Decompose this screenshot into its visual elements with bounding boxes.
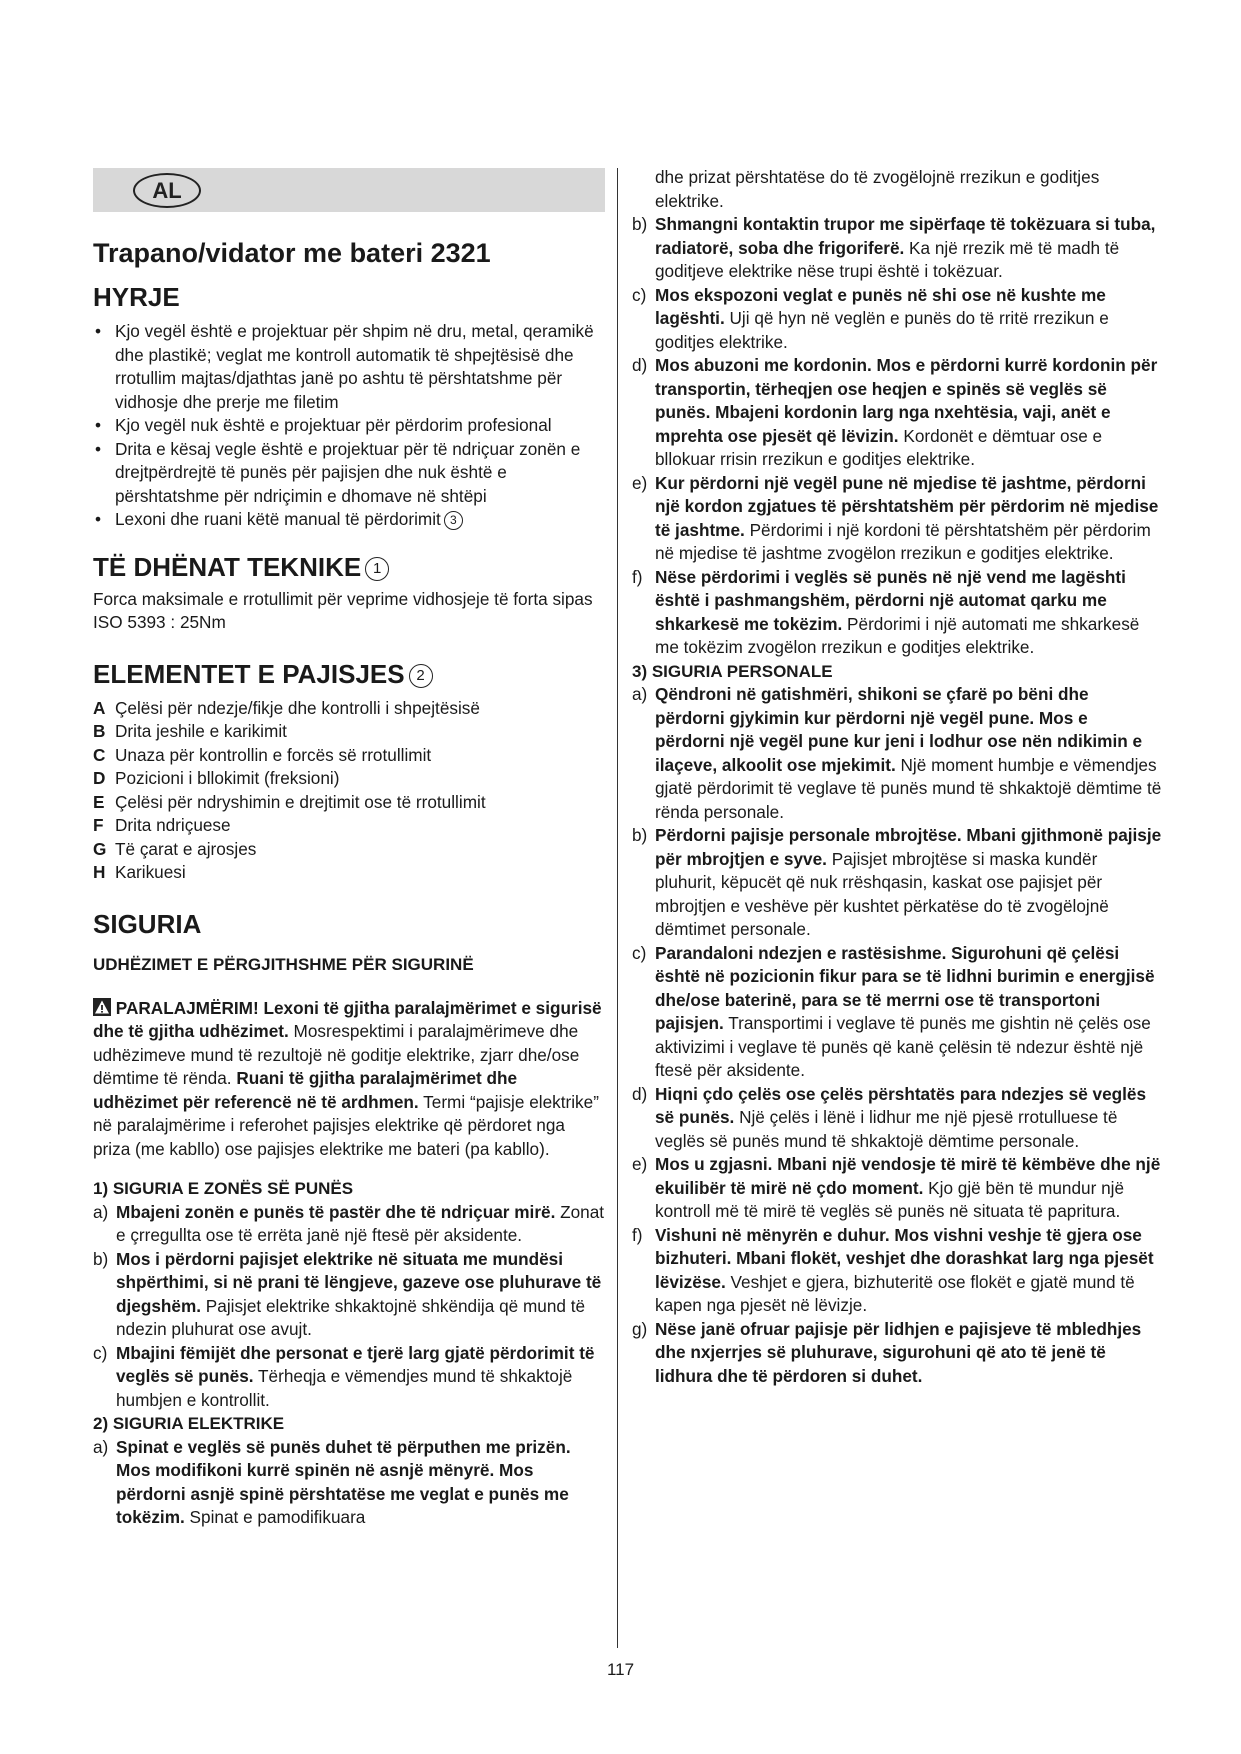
figure-ref-icon: 2 bbox=[409, 664, 433, 688]
item-label: a) bbox=[632, 684, 648, 704]
item-label: d) bbox=[632, 355, 648, 375]
list-item bbox=[93, 1201, 605, 1248]
figure-ref-icon: 1 bbox=[365, 557, 389, 581]
list-item bbox=[632, 472, 1162, 566]
item-bold: Nëse janë ofruar pajisje për lidhjen e pajisjeve të mbledhjes dhe nxjerrjes së pluhurave, sigurohuni që ato të jenë të lidhura dhe të përdoren si duhet. bbox=[655, 1318, 1142, 1386]
item-text bbox=[655, 213, 1162, 284]
item-normal: Kjo gjë bën të mundur një kontroll më të mirë të veglës së punës në situata të papritura. bbox=[655, 1177, 1125, 1221]
electrical-heading: 2) SIGURIA ELEKTRIKE bbox=[93, 1414, 285, 1433]
element-key: C bbox=[93, 744, 106, 765]
list-item: • Drita e kësaj vegle është e projektuar për të ndriçuar zonën e drejtpërdrejtë të punës për pajisjen dhe nuk është e përshtatshme për ndriçimin e dhomave në shtëpi bbox=[93, 438, 605, 509]
figure-ref-icon: 3 bbox=[444, 511, 463, 530]
list-item-text: Lexoni dhe ruani këtë manual të përdorimit bbox=[115, 509, 441, 529]
item-bold: Mos i përdorni pajisjet elektrike në situata me mundësi shpërthimi, si në prani të lëngjeve, gazeve ose pluhurave të djegshëm. bbox=[116, 1248, 602, 1316]
item-normal: Tërheqja e vëmendjes mund të shkaktojë humbjen e kontrollit. bbox=[116, 1366, 573, 1410]
element-text: Çelësi për ndezje/fikje dhe kontrolli i shpejtësisë bbox=[115, 697, 480, 718]
item-text bbox=[655, 1224, 1162, 1318]
item-text bbox=[116, 1201, 605, 1248]
work-area-heading: 1) SIGURIA E ZONËS SË PUNËS bbox=[93, 1179, 354, 1198]
intro-heading: HYRJE bbox=[93, 282, 180, 312]
item-label: c) bbox=[632, 942, 647, 963]
item-text bbox=[655, 566, 1162, 660]
item-label: e) bbox=[632, 472, 648, 493]
item-bold: Përdorni pajisje personale mbrojtëse. Mbani gjithmonë pajisje për mbrojtjen e syve. bbox=[655, 825, 1162, 869]
personal-safety-heading: 3) SIGURIA PERSONALE bbox=[632, 661, 833, 681]
list-item bbox=[93, 861, 605, 885]
element-key: E bbox=[93, 791, 105, 812]
left-column bbox=[93, 168, 605, 1530]
elements-list bbox=[93, 697, 605, 885]
warning-icon bbox=[93, 998, 111, 1016]
element-key: H bbox=[93, 862, 106, 882]
safety-heading: SIGURIA bbox=[93, 908, 202, 939]
list-item bbox=[93, 508, 605, 532]
item-label: g) bbox=[632, 1318, 648, 1339]
page-title: Trapano/vidator me bateri 2321 bbox=[93, 238, 491, 268]
item-label: f) bbox=[632, 1224, 643, 1245]
electrical-list bbox=[632, 213, 1162, 660]
list-item bbox=[93, 814, 605, 838]
elements-heading bbox=[93, 657, 605, 691]
item-bold: Parandaloni ndezjen e rastësishme. Sigurohuni që çelësi është në pozicionin fikur para se të lidhni burimin e energjisë dhe/ose baterinë, para se të merrni ose të transportoni pajisjen. bbox=[655, 942, 1155, 1033]
item-bold: Mos u zgjasni. Mbani një vendosje të mirë të këmbëve dhe një ekuilibër të mirë në çdo moment. bbox=[655, 1154, 1161, 1198]
item-bold: Qëndroni në gatishmëri, shikoni se çfarë po bëni dhe përdorni gjykimin kur përdorni një vegël pune. Mos e përdorni një vegël pune kur jeni i lodhur ose nën ndikimin e ilaçeve, alkoolit ose mjekimit. bbox=[655, 684, 1143, 775]
item-normal: Zonat e çrregullta ose të errëta janë një ftesë për aksidente. bbox=[116, 1201, 605, 1245]
item-bold: Mbajini fëmijët dhe personat e tjerë larg gjatë përdorimit të veglës së punës. bbox=[116, 1342, 595, 1386]
list-item bbox=[93, 767, 605, 791]
list-item bbox=[632, 1153, 1162, 1224]
elements-heading-text: ELEMENTET E PAJISJES bbox=[93, 658, 405, 689]
item-bold: Mos ekspozoni veglat e punës në shi ose në kushte me lagështi. bbox=[655, 284, 1106, 328]
item-text bbox=[116, 1436, 605, 1530]
list-item bbox=[632, 824, 1162, 942]
list-item bbox=[632, 683, 1162, 824]
item-label: d) bbox=[632, 1083, 648, 1104]
warning-bold-1: PARALAJMËRIM! Lexoni të gjitha paralajmërimet e sigurisë dhe të gjitha udhëzimet. bbox=[93, 997, 602, 1041]
item-normal: Spinat e pamodifikuara bbox=[184, 1507, 366, 1527]
item-label: f) bbox=[632, 566, 643, 587]
item-text bbox=[655, 472, 1162, 566]
item-normal: Ka një rrezik më të madh të goditjeve elektrike nëse trupi është i tokëzuar. bbox=[655, 237, 1120, 281]
warning-bold-2: Ruani të gjitha paralajmërimet dhe udhëzimet për referencë në të ardhmen. bbox=[93, 1068, 518, 1112]
list-item bbox=[632, 213, 1162, 284]
work-area-list bbox=[93, 1201, 605, 1413]
item-normal: Pajisjet mbrojtëse si maska kundër pluhurit, këpucët që nuk rrëshqasin, kaskat ose pajisjet për mbrojtjen e veshëve për kushtet përkatëse do të zvogëlojnë dëmtimet personale. bbox=[655, 848, 1109, 939]
element-text: Çelësi për ndryshimin e drejtimit ose të rrotullimit bbox=[115, 791, 486, 812]
language-bar bbox=[93, 168, 605, 212]
list-item bbox=[632, 1224, 1162, 1318]
list-item: • Kjo vegël nuk është e projektuar për përdorim profesional bbox=[93, 414, 605, 438]
list-item bbox=[93, 791, 605, 815]
element-text: Drita jeshile e karikimit bbox=[115, 721, 287, 741]
list-item bbox=[632, 354, 1162, 472]
item-text bbox=[655, 1153, 1162, 1224]
item-text bbox=[655, 683, 1162, 824]
item-normal: Uji që hyn në veglën e punës do të rritë rrezikun e goditjes elektrike. bbox=[655, 308, 1109, 352]
item-label: c) bbox=[632, 284, 647, 305]
item-label: b) bbox=[93, 1248, 109, 1269]
warning-text-2: Termi “pajisje elektrike” në paralajmërime i referohet pajisjes elektrike që përdoret nga priza (me kabllo) ose pajisjes elektrike me bateri (pa kabllo). bbox=[93, 1091, 599, 1159]
item-bold: Mbajeni zonën e punës të pastër dhe të ndriçuar mirë. bbox=[116, 1201, 556, 1222]
item-normal: Përdorimi i një kordoni të përshtatshëm për përdorim në mjedise të jashtme zvogëlon rrezikun e goditjes elektrike. bbox=[655, 519, 1151, 563]
tech-heading bbox=[93, 550, 605, 584]
element-text: Drita ndriçuese bbox=[115, 815, 231, 835]
list-item bbox=[93, 697, 605, 721]
tech-text: Forca maksimale e rrotullimit për veprime vidhosjeje të forta sipas ISO 5393 : 25Nm bbox=[93, 588, 593, 632]
warning-text-1: Mosrespektimi i paralajmërimeve dhe udhëzimeve mund të rezultojë në goditje elektrike, zjarr dhe/ose dëmtime të rënda. bbox=[93, 1021, 580, 1088]
item-normal: Pajisjet elektrike shkaktojnë shkëndija që mund të ndezin pluhurat ose avujt. bbox=[116, 1295, 586, 1339]
item-normal: Veshjet e gjera, bizhuteritë ose flokët e gjatë mund të kapen nga pjesët në lëvizje. bbox=[655, 1271, 1135, 1315]
item-text bbox=[655, 284, 1162, 355]
item-normal: Një çelës i lënë i lidhur me një pjesë rrotulluese të veglës së punës mund të shkaktojë dëmtime personale. bbox=[655, 1107, 1118, 1151]
list-item bbox=[93, 720, 605, 744]
item-bold: Vishuni në mënyrën e duhur. Mos vishni veshje të gjera ose bizhuteri. Mbani flokët, veshjet dhe dorashkat larg nga pjesët lëvizëse. bbox=[655, 1224, 1154, 1292]
element-key: A bbox=[93, 697, 106, 718]
item-text bbox=[655, 824, 1162, 942]
item-bold: Hiqni çdo çelës ose çelës përshtatës para ndezjes së veglës së punës. bbox=[655, 1083, 1147, 1127]
item-label: a) bbox=[93, 1201, 109, 1222]
element-text: Pozicioni i bllokimit (freksioni) bbox=[115, 768, 340, 788]
list-item bbox=[93, 744, 605, 768]
list-item bbox=[93, 838, 605, 862]
list-item bbox=[632, 1318, 1162, 1389]
personal-safety-list bbox=[632, 683, 1162, 1388]
item-label: c) bbox=[93, 1342, 108, 1363]
element-key: B bbox=[93, 721, 106, 741]
list-item bbox=[632, 566, 1162, 660]
list-item bbox=[93, 1248, 605, 1342]
item-bold: Nëse përdorimi i veglës së punës në një vend me lagështi është i pashmangshëm, përdorni një automat qarku me shkarkesë me tokëzim. bbox=[655, 566, 1126, 634]
intro-list bbox=[93, 320, 605, 532]
column-divider bbox=[617, 168, 618, 1648]
general-safety-heading: UDHËZIMET E PËRGJITHSHME PËR SIGURINË bbox=[93, 954, 474, 974]
list-item bbox=[632, 1083, 1162, 1154]
item-text bbox=[655, 1083, 1162, 1154]
warning-paragraph bbox=[93, 997, 605, 1162]
page-number: 117 bbox=[606, 1660, 635, 1679]
item-text bbox=[655, 942, 1162, 1083]
item-normal: Përdorimi i një automati me shkarkesë me tokëzim zvogëlon rrezikun e goditjes elektrike. bbox=[655, 613, 1140, 657]
element-key: F bbox=[93, 815, 104, 835]
item-text bbox=[655, 354, 1162, 472]
list-item: • Kjo vegël është e projektuar për shpim në dru, metal, qeramikë dhe plastikë; veglat me kontroll automatik të shpejtësisë dhe rrotullim majtas/djathtas janë po ashtu të përshtatshme për vidhosje dhe prerje me filetim bbox=[93, 320, 605, 414]
list-item bbox=[632, 284, 1162, 355]
item-bold: Spinat e veglës së punës duhet të përputhen me prizën. Mos modifikoni kurrë spinën në asnjë mënyrë. Mos përdorni asnjë spinë përshtatëse me veglat e punës me tokëzim. bbox=[116, 1436, 571, 1527]
list-item bbox=[93, 1342, 605, 1413]
continued-text: dhe prizat përshtatëse do të zvogëlojnë rrezikun e goditjes elektrike. bbox=[655, 167, 1100, 211]
item-bold: Mos abuzoni me kordonin. Mos e përdorni kurrë kordonin për transportin, tërheqjen ose heqjen e spinës së veglës së punës. Mbajeni kordonin larg nga nxehtësia, vaji, anët e mprehta ose pjesët që lëvizin. bbox=[655, 355, 1158, 446]
item-label: b) bbox=[632, 825, 648, 845]
item-bold: Shmangni kontaktin trupor me sipërfaqe të tokëzuara si tuba, radiatorë, soba dhe frigoriferë. bbox=[655, 214, 1156, 258]
item-normal: Transportimi i veglave të punës me gishtin në çelës ose aktivizimi i veglave të punës që kanë çelësin të ndezur është një ftesë për aksidente. bbox=[655, 1013, 1151, 1080]
element-key: D bbox=[93, 768, 106, 788]
element-text: Të çarat e ajrosjes bbox=[115, 838, 257, 859]
list-item bbox=[93, 1436, 605, 1530]
item-text bbox=[655, 1318, 1162, 1389]
item-normal: Kordonët e dëmtuar ose e bllokuar rrisin rrezikun e goditjes elektrike. bbox=[655, 425, 1103, 469]
right-column bbox=[632, 166, 1162, 1388]
item-text bbox=[116, 1342, 605, 1413]
item-label: e) bbox=[632, 1154, 648, 1174]
item-normal: Një moment humbje e vëmendjes gjatë përdorimit të veglave të punës mund të shkaktojë dëmtime të rënda personale. bbox=[655, 754, 1162, 822]
item-text bbox=[116, 1248, 605, 1342]
item-bold: Kur përdorni një vegël pune në mjedise të jashtme, përdorni një kordon zgjatues të përshtatshëm për përdorim në mjedise të jashtme. bbox=[655, 472, 1159, 540]
item-label: a) bbox=[93, 1436, 109, 1457]
element-text: Karikuesi bbox=[115, 862, 186, 882]
list-item bbox=[632, 942, 1162, 1083]
tech-heading-text: TË DHËNAT TEKNIKE bbox=[93, 551, 362, 582]
language-badge: AL bbox=[133, 173, 201, 208]
element-key: G bbox=[93, 838, 107, 859]
element-text: Unaza për kontrollin e forcës së rrotullimit bbox=[115, 744, 432, 765]
item-label: b) bbox=[632, 214, 648, 234]
